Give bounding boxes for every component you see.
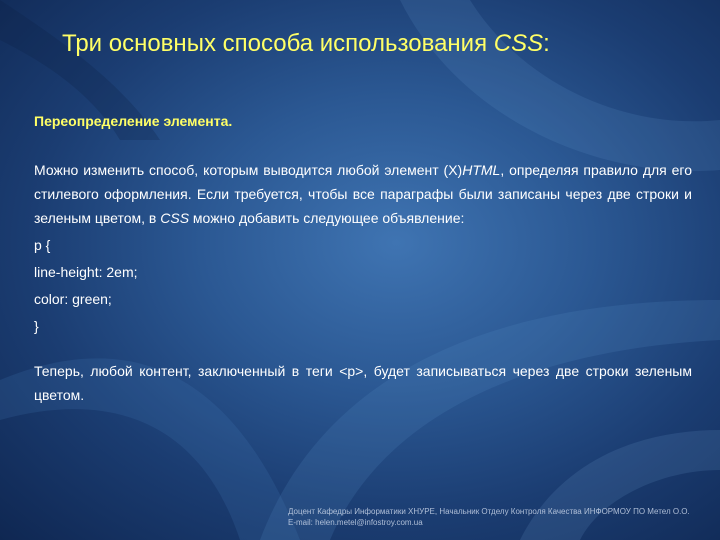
slide-content	[34, 110, 692, 421]
paragraph-intro	[34, 158, 692, 230]
subheading: Переопределение элемента.	[34, 113, 233, 129]
paragraph-css-emphasis: CSS	[160, 210, 190, 226]
footer-credits	[288, 506, 708, 528]
title-colon: :	[543, 30, 550, 57]
paragraph-html-emphasis: HTML	[462, 162, 501, 178]
code-line: color: green;	[34, 291, 112, 307]
title-text: Три основных способа использования	[62, 30, 494, 57]
footer-author-line: Доцент Кафедры Информатики ХНУРЕ, Начальник Отделу Контроля Качества ИНФОРМОУ ПО Метел О.О.	[288, 507, 690, 516]
title-css-text: CSS	[493, 30, 544, 57]
code-line: p {	[34, 237, 51, 253]
footer-email-line: E-mail: helen.metel@infostroy.com.ua	[288, 518, 423, 527]
paragraph-text-1: Можно изменить способ, которым выводится любой элемент (X)	[34, 162, 463, 178]
slide-title	[62, 28, 682, 60]
paragraph-text-3: можно добавить следующее объявление:	[189, 210, 465, 226]
code-line: }	[34, 318, 39, 334]
code-line: line-height: 2em;	[34, 264, 138, 280]
code-block	[34, 233, 692, 341]
paragraph-conclusion: Теперь, любой контент, заключенный в теги <p>, будет записываться через две строки зеленым цветом.	[34, 363, 692, 403]
paragraph-text-2: , определяя правило для его стилевого оформления. Если требуется, чтобы все параграфы были записаны через две строки и зеленым цветом, в	[34, 162, 692, 226]
